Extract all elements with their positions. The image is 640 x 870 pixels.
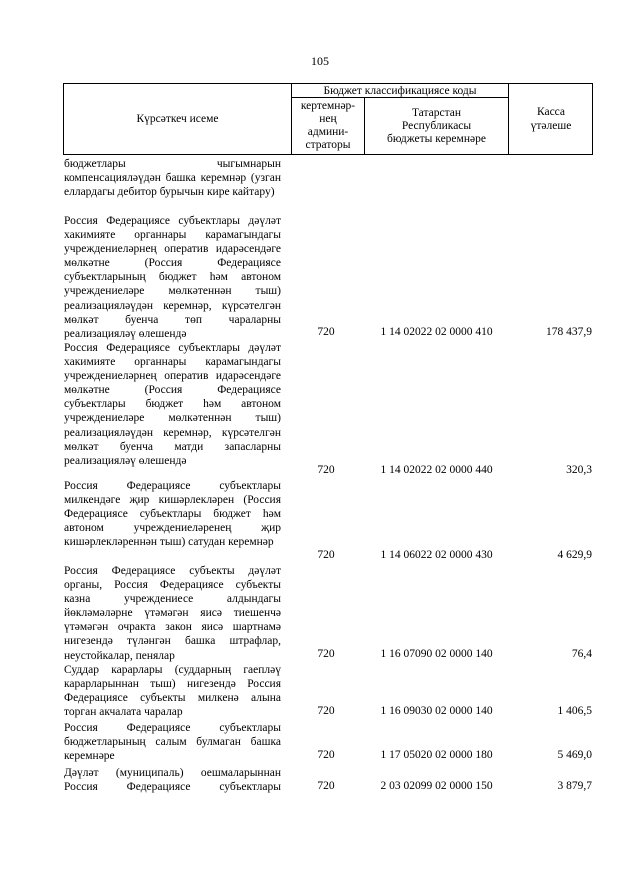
table-row-code: 1 17 05020 02 0000 180 xyxy=(380,749,493,761)
table-row-admin: 720 xyxy=(317,326,335,338)
table-row-amount: 5 469,0 xyxy=(557,749,592,761)
header-indicator-name: Күрсәткеч исеме xyxy=(136,113,219,125)
table-row-code: 2 03 02099 02 0000 150 xyxy=(380,780,493,792)
table-row-code: 1 14 02022 02 0000 440 xyxy=(380,464,493,476)
table-row-description: Россия Федерациясе субъектлары дәүләт хакимияте органнары карамагындагы учреждениеләрнең оператив идарәсендәге мөлкәтне (Россия Федерациясе субъектларының бюджет һәм автоном учреждениеләре мөлкәтеннән тыш) реализацияләүдән керемнәр, күрсәтелгән мөлкәт буенча төп чараларны реализацияләү өлешендә xyxy=(64,215,281,340)
table-row-description: бюджетлары чыгымнарын компенсацияләүдән башка керемнәр (узган еллардагы дебитор бурычын кире кайтару) xyxy=(64,158,281,199)
header-budget-codes: Бюджет классификациясе коды xyxy=(323,84,477,97)
table-row-amount: 1 406,5 xyxy=(557,705,592,717)
table-row-amount: 178 437,9 xyxy=(546,326,592,338)
table-row-amount: 4 629,9 xyxy=(557,549,592,561)
table-row-description: Россия Федерациясе субъектлары милкендәге җир кишәрлекләрен (Россия Федерациясе субъектлары бюджет һәм автоном учреждениеләренең җир кишәрлекләреннән тыш) сатудан керемнәр xyxy=(64,480,281,549)
header-admin: кертемнәр- нең админи- страторы xyxy=(300,100,356,151)
page-number: 105 xyxy=(311,54,329,68)
header-revenue: Татарстан Республикасы бюджеты керемнәре xyxy=(387,106,486,145)
table-row-description: Суддар карарлары (суддарның гаепләү карарларыннан тыш) нигезендә Россия Федерациясе субъекты милкенә алына торган акчалата чаралар xyxy=(64,664,281,719)
table-row-admin: 720 xyxy=(317,749,335,761)
table-row-amount: 320,3 xyxy=(566,464,592,476)
table-row-amount: 3 879,7 xyxy=(557,780,592,792)
table-row-description: Россия Федерациясе субъектлары дәүләт хакимияте органнары карамагындагы учреждениеләрнең оператив идарәсендәге мөлкәтне (Россия Федерациясе субъектлары бюджет һәм автоном учреждениеләре мөлкәтеннән тыш) реализацияләүдән керемнәр, күрсәтелгән мөлкәт буенча матди запасларны реализацияләү өлешендә xyxy=(64,342,281,467)
table-row-description: Россия Федерациясе субъекты дәүләт органы, Россия Федерациясе субъекты казна учреждениесе алдындагы йөкләмәләрне үтәмәгән яисә тиешенчә үтәмәгән очракта закон яисә шартнамә нигезендә түләнгән башка штрафлар, неустойкалар, пенялар xyxy=(64,565,281,662)
table-row-admin: 720 xyxy=(317,705,335,717)
table-row-description: Дәүләт (муниципаль) оешмаларыннан Россия Федерациясе субъектлары xyxy=(64,767,281,794)
table-row-admin: 720 xyxy=(317,464,335,476)
table-row-admin: 720 xyxy=(317,648,335,660)
table-row-code: 1 16 09030 02 0000 140 xyxy=(380,705,493,717)
table-row-code: 1 14 02022 02 0000 410 xyxy=(380,326,493,338)
table-row-admin: 720 xyxy=(317,549,335,561)
table-row-code: 1 14 06022 02 0000 430 xyxy=(380,549,493,561)
table-row-code: 1 16 07090 02 0000 140 xyxy=(380,648,493,660)
table-row-description: Россия Федерациясе субъектлары бюджетларының салым булмаган башка керемнәре xyxy=(64,722,281,763)
table-row-amount: 76,4 xyxy=(571,648,592,660)
table-row-admin: 720 xyxy=(317,780,335,792)
header-cash: Касса үтәлеше xyxy=(530,106,572,132)
